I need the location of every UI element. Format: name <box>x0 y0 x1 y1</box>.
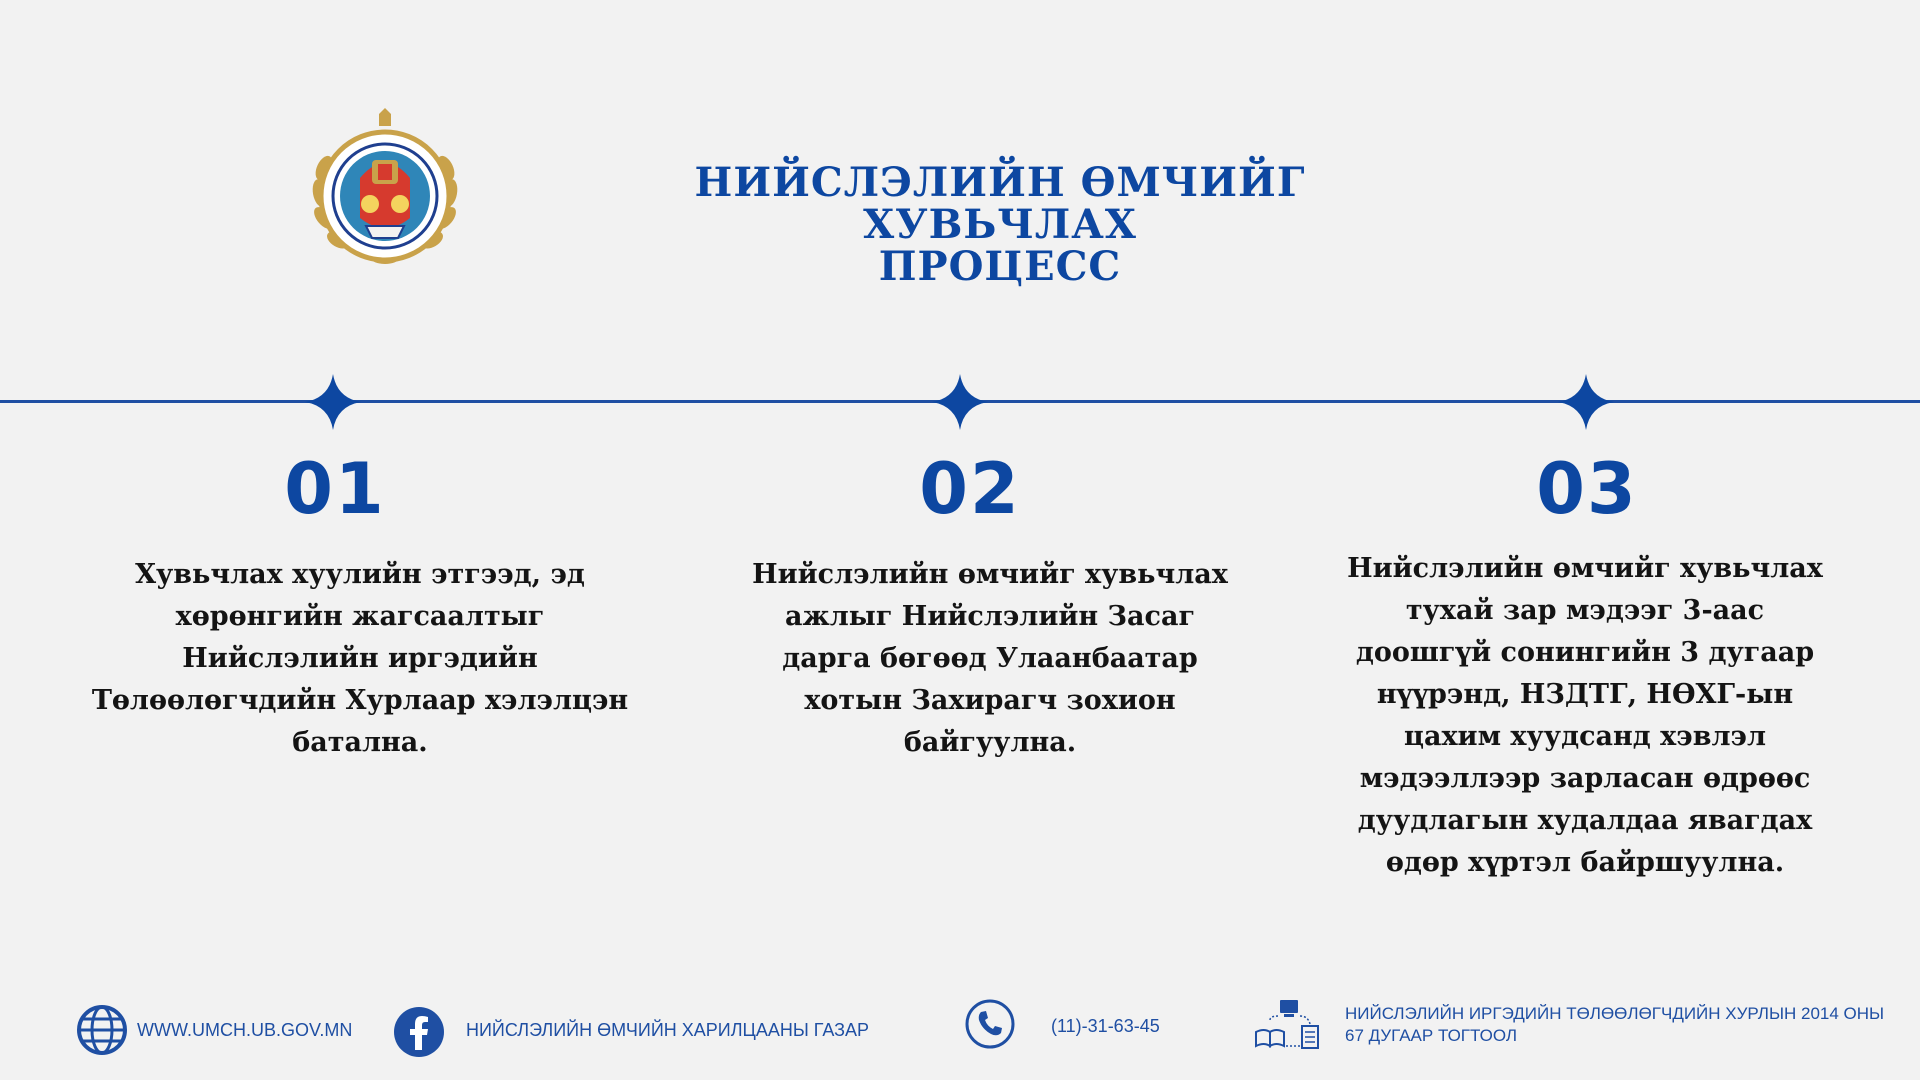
step-line: дарга бөгөөд Улаанбаатар <box>782 643 1198 674</box>
step-line: Нийслэлийн иргэдийн <box>182 643 538 674</box>
step-description <box>710 554 1270 764</box>
timeline-star-icon <box>1558 374 1614 430</box>
phone-number[interactable]: (11)-31-63-45 <box>1051 1016 1160 1036</box>
globe-icon <box>76 1004 128 1056</box>
step-line: хөрөнгийн жагсаалтыг <box>175 601 545 632</box>
title-line-1: НИЙСЛЭЛИЙН ӨМЧИЙГ ХУВЬЧЛАХ <box>694 159 1306 248</box>
step-description <box>1305 548 1865 884</box>
resolution-line-1: НИЙСЛЭЛИЙН ИРГЭДИЙН ТӨЛӨӨЛӨГЧДИЙН ХУРЛЫН 2014 ОНЫ <box>1345 1004 1885 1023</box>
step-line: Нийслэлийн өмчийг хувьчлах <box>752 559 1228 590</box>
step-line: хотын Захирагч зохион <box>804 685 1176 716</box>
step-line: ажлыг Нийслэлийн Засаг <box>785 601 1195 632</box>
resolution-reference <box>1345 1003 1884 1047</box>
step-number: 03 <box>1536 448 1638 530</box>
title-line-2: ПРОЦЕСС <box>878 243 1122 290</box>
step-line: өдөр хүртэл байршуулна. <box>1385 847 1785 878</box>
timeline-star-icon <box>305 374 361 430</box>
page-title <box>560 159 1440 290</box>
step-description <box>80 554 640 764</box>
step-line: батална. <box>292 727 428 758</box>
phone-icon <box>964 998 1016 1050</box>
resolution-line-2: 67 ДУГААР ТОГТООЛ <box>1345 1026 1518 1045</box>
step-line: байгуулна. <box>903 727 1077 758</box>
step-line: Хувьчлах хуулийн этгээд, эд <box>135 559 585 590</box>
step-number: 02 <box>919 448 1021 530</box>
emblem-logo <box>300 108 470 278</box>
step-line: мэдээллээр зарласан өдрөөс <box>1359 763 1811 794</box>
step-line: цахим хуудсанд хэвлэл <box>1404 721 1766 752</box>
step-line: нүүрэнд, НЗДТГ, НӨХГ-ын <box>1376 679 1794 710</box>
step-line: Нийслэлийн өмчийг хувьчлах <box>1347 553 1823 584</box>
step-line: дуудлагын худалдаа явагдах <box>1357 805 1813 836</box>
step-line: тухай зар мэдээг 3-аас <box>1405 595 1765 626</box>
website-link[interactable]: WWW.UMCH.UB.GOV.MN <box>137 1020 353 1040</box>
document-computer-icon <box>1254 998 1322 1050</box>
step-line: доошгүй сонингийн 3 дугаар <box>1355 637 1815 668</box>
step-number: 01 <box>284 448 386 530</box>
facebook-link[interactable]: НИЙСЛЭЛИЙН ӨМЧИЙН ХАРИЛЦААНЫ ГАЗАР <box>466 1020 870 1040</box>
timeline-star-icon <box>932 374 988 430</box>
facebook-icon <box>393 1006 445 1058</box>
step-line: Төлөөлөгчдийн Хурлаар хэлэлцэн <box>91 685 629 716</box>
